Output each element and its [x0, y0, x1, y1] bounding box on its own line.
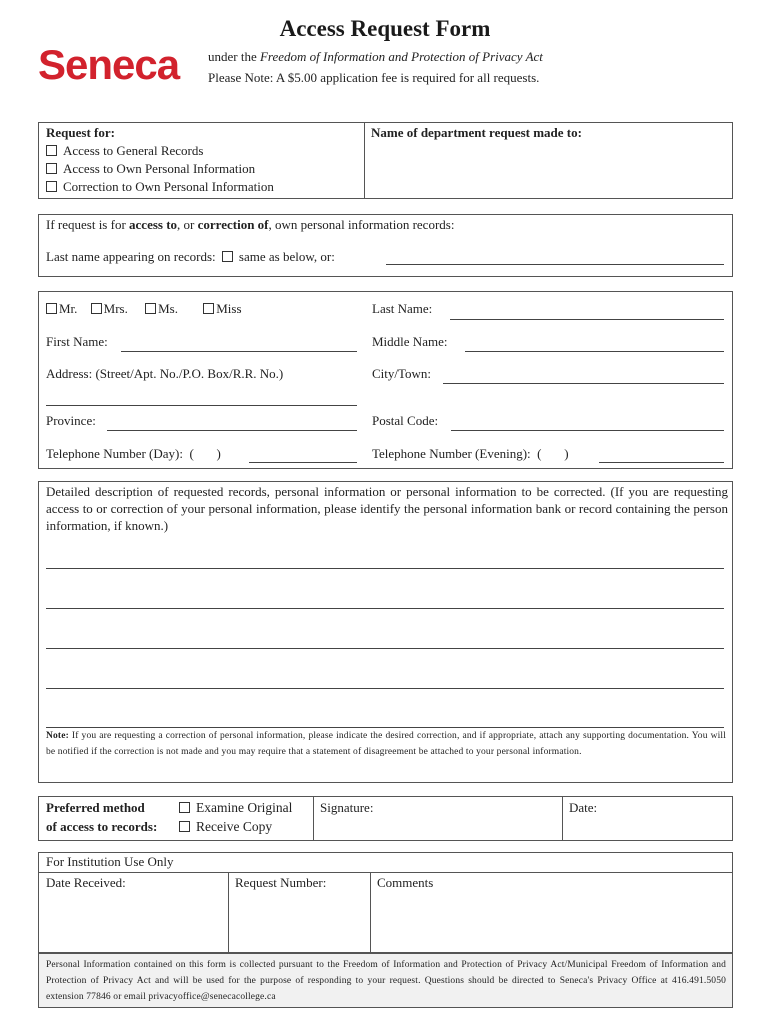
- intro-text: If request is for: [46, 217, 130, 232]
- intro-text: , or: [177, 217, 198, 232]
- checkbox[interactable]: [179, 821, 190, 832]
- last-name-on-records-label: Last name appearing on records:: [46, 249, 216, 264]
- description-line[interactable]: [46, 608, 724, 609]
- same-as-below-checkbox[interactable]: [222, 251, 233, 262]
- option-correction[interactable]: [46, 179, 274, 195]
- last-name-on-records: [46, 249, 335, 265]
- method-box: [38, 796, 733, 841]
- privacy-notice-box: [38, 953, 733, 1008]
- fee-note: Please Note: A $5.00 application fee is required for all requests.: [208, 70, 540, 85]
- tel-day-label: Telephone Number (Day): ( ): [46, 446, 221, 461]
- privacy-notice: Personal Information contained on this form is collected pursuant to the Freedom of Information and Protection of Privacy Act/Municipal Freedom of Information and Protection of Privacy Act and will be used for the purpose of responding to your request. Questions should be directed to Seneca's Privacy Office at 416.491.5050 extension 77846 or email privacyoffice@senecacollege.ca: [46, 960, 726, 1002]
- option-label: Receive Copy: [196, 819, 273, 834]
- title-miss[interactable]: [203, 301, 241, 316]
- last-name-field[interactable]: [450, 319, 724, 320]
- title-mrs[interactable]: [91, 301, 128, 316]
- title-label: Mrs.: [103, 301, 128, 316]
- checkbox[interactable]: [46, 145, 57, 156]
- city-field[interactable]: [443, 383, 724, 384]
- intro-correction: correction of: [197, 217, 269, 232]
- postal-code-field[interactable]: [451, 430, 724, 431]
- divider: [364, 123, 365, 198]
- option-examine-original[interactable]: [179, 800, 292, 816]
- checkbox[interactable]: [179, 802, 190, 813]
- institution-header: For Institution Use Only: [46, 854, 174, 869]
- own-records-intro: [46, 217, 454, 233]
- description-instructions: Detailed description of requested records, personal information or personal information to be corrected. (If you are requesting access to or correction of your personal information, please identify the personal information bank or record containing the person information, if known.): [46, 484, 728, 533]
- intro-text: , own personal information records:: [268, 217, 455, 232]
- department-label: Name of department request made to:: [371, 125, 582, 140]
- form-title: Access Request Form: [279, 16, 491, 41]
- subtitle-prefix: under the: [208, 49, 260, 64]
- address-label: Address: (Street/Apt. No./P.O. Box/R.R. No.): [46, 366, 284, 381]
- date-label: Date:: [569, 800, 598, 815]
- title-label: Ms.: [158, 301, 178, 316]
- option-label: Correction to Own Personal Information: [63, 179, 274, 194]
- signature-label: Signature:: [320, 800, 374, 815]
- seneca-logo: Seneca: [38, 41, 180, 88]
- request-for-label: Request for:: [46, 125, 115, 140]
- option-general-records[interactable]: [46, 143, 203, 159]
- divider: [562, 797, 563, 840]
- description-line[interactable]: [46, 648, 724, 649]
- tel-evening-label: Telephone Number (Evening): ( ): [372, 446, 569, 461]
- description-line[interactable]: [46, 688, 724, 689]
- note-label: Note:: [46, 731, 69, 741]
- request-number-label: Request Number:: [235, 875, 327, 890]
- divider: [39, 872, 732, 873]
- method-label-2: of access to records:: [46, 819, 158, 834]
- divider: [313, 797, 314, 840]
- option-own-personal-info[interactable]: [46, 161, 255, 177]
- checkbox[interactable]: [46, 303, 57, 314]
- title-options: [46, 301, 242, 317]
- note-text: If you are requesting a correction of personal information, please indicate the desired correction, and if appropriate, attach any supporting documentation. You will be notified if the correction is not made and you may require that a statement of disagreement be attached to your personal information.: [46, 731, 726, 757]
- title-label: Miss: [216, 301, 242, 316]
- last-name-label: Last Name:: [372, 301, 433, 316]
- last-name-on-records-field[interactable]: [386, 264, 724, 265]
- description-box: [38, 481, 733, 783]
- option-receive-copy[interactable]: [179, 819, 272, 835]
- title-ms[interactable]: [145, 301, 178, 316]
- applicant-box: [38, 291, 733, 469]
- tel-evening-field[interactable]: [599, 462, 724, 463]
- title-label: Mr.: [59, 301, 78, 316]
- tel-day-field[interactable]: [249, 462, 357, 463]
- first-name-label: First Name:: [46, 334, 108, 349]
- divider: [370, 872, 371, 952]
- description-line[interactable]: [46, 568, 724, 569]
- institution-box: [38, 852, 733, 953]
- checkbox[interactable]: [46, 163, 57, 174]
- first-name-field[interactable]: [121, 351, 357, 352]
- postal-code-label: Postal Code:: [372, 413, 439, 428]
- checkbox[interactable]: [203, 303, 214, 314]
- middle-name-label: Middle Name:: [372, 334, 448, 349]
- comments-label: Comments: [377, 875, 434, 890]
- option-label: Access to Own Personal Information: [63, 161, 256, 176]
- checkbox[interactable]: [91, 303, 102, 314]
- form-subtitle: [208, 49, 543, 65]
- act-name: Freedom of Information and Protection of Privacy Act: [259, 49, 543, 64]
- method-label-1: Preferred method: [46, 800, 145, 815]
- divider: [228, 872, 229, 952]
- own-records-box: [38, 214, 733, 277]
- intro-access: access to: [129, 217, 178, 232]
- province-field[interactable]: [107, 430, 357, 431]
- option-label: Examine Original: [196, 800, 293, 815]
- title-mr[interactable]: [46, 301, 77, 316]
- city-label: City/Town:: [372, 366, 432, 381]
- same-as-below-label: same as below, or:: [238, 249, 335, 264]
- correction-note: [46, 728, 726, 760]
- address-field[interactable]: [46, 405, 357, 406]
- date-received-label: Date Received:: [46, 875, 126, 890]
- option-label: Access to General Records: [63, 143, 204, 158]
- checkbox[interactable]: [46, 181, 57, 192]
- province-label: Province:: [46, 413, 96, 428]
- middle-name-field[interactable]: [465, 351, 724, 352]
- checkbox[interactable]: [145, 303, 156, 314]
- request-for-box: [38, 122, 733, 199]
